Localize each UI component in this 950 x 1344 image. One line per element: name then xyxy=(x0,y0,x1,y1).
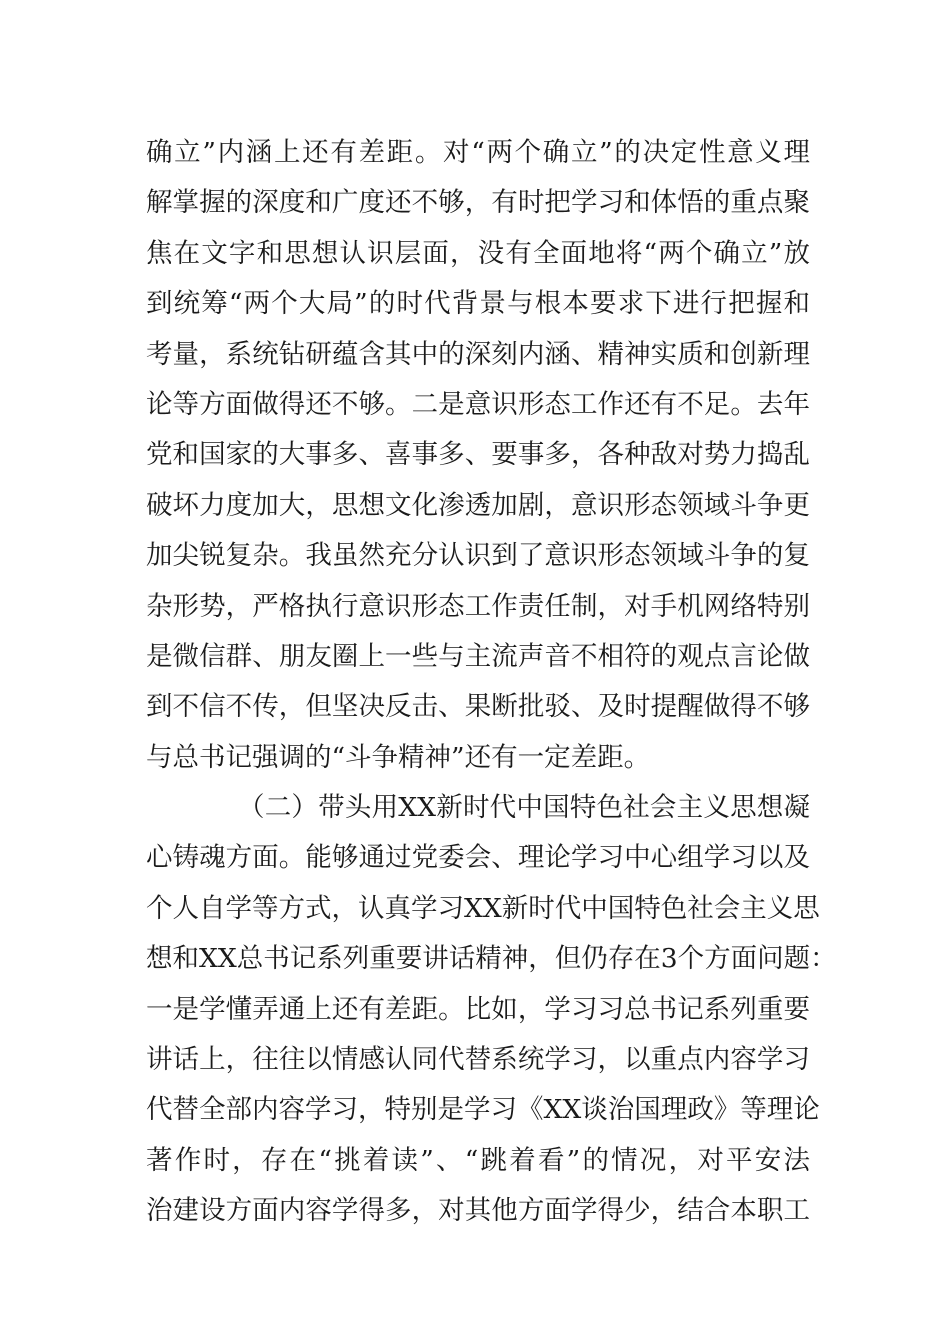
text-line: 考量，系统钻研蕴含其中的深刻内涵、精神实质和创新理 xyxy=(146,338,810,370)
text-line: 是微信群、朋友圈上一些与主流声音不相符的观点言论做 xyxy=(146,640,810,672)
body-text xyxy=(146,128,837,1237)
text-line: 到统筹“两个大局”的时代背景与根本要求下进行把握和 xyxy=(146,288,810,320)
text-line: 到不信不传，但坚决反击、果断批驳、及时提醒做得不够 xyxy=(146,691,810,723)
paragraph-end-line: 与总书记强调的“斗争精神”还有一定差距。 xyxy=(146,741,651,773)
text-line: 确立”内涵上还有差距。对“两个确立”的决定性意义理 xyxy=(146,137,810,168)
text-line: 杂形势，严格执行意识形态工作责任制，对手机网络特别 xyxy=(146,590,810,622)
text-line: 个人自学等方式，认真学习XX新时代中国特色社会主义思 xyxy=(146,892,820,924)
text-line: 破坏力度加大，思想文化渗透加剧，意识形态领域斗争更 xyxy=(146,489,810,521)
text-line: 代替全部内容学习，特别是学习《XX谈治国理政》等理论 xyxy=(146,1094,820,1126)
text-line: 治建设方面内容学得多，对其他方面学得少，结合本职工 xyxy=(146,1195,810,1227)
text-line: 论等方面做得还不够。二是意识形态工作还有不足。去年 xyxy=(146,388,810,420)
text-line: 讲话上，往往以情感认同代替系统学习，以重点内容学习 xyxy=(146,1044,810,1076)
text-line: 加尖锐复杂。我虽然充分认识到了意识形态领域斗争的复 xyxy=(146,540,810,572)
text-line: 焦在文字和思想认识层面，没有全面地将“两个确立”放 xyxy=(146,237,810,269)
section-heading-line: （二）带头用XX新时代中国特色社会主义思想凝 xyxy=(238,792,810,824)
text-line: 一是学懂弄通上还有差距。比如，学习习总书记系列重要 xyxy=(146,993,810,1025)
text-line: 心铸魂方面。能够通过党委会、理论学习中心组学习以及 xyxy=(146,842,810,874)
text-line: 解掌握的深度和广度还不够，有时把学习和体悟的重点聚 xyxy=(146,187,810,219)
text-line: 党和国家的大事多、喜事多、要事多，各种敌对势力捣乱 xyxy=(146,439,810,471)
text-line: 想和XX总书记系列重要讲话精神，但仍存在3个方面问题： xyxy=(146,943,837,975)
text-line: 著作时，存在“挑着读”、“跳着看”的情况，对平安法 xyxy=(146,1144,810,1176)
